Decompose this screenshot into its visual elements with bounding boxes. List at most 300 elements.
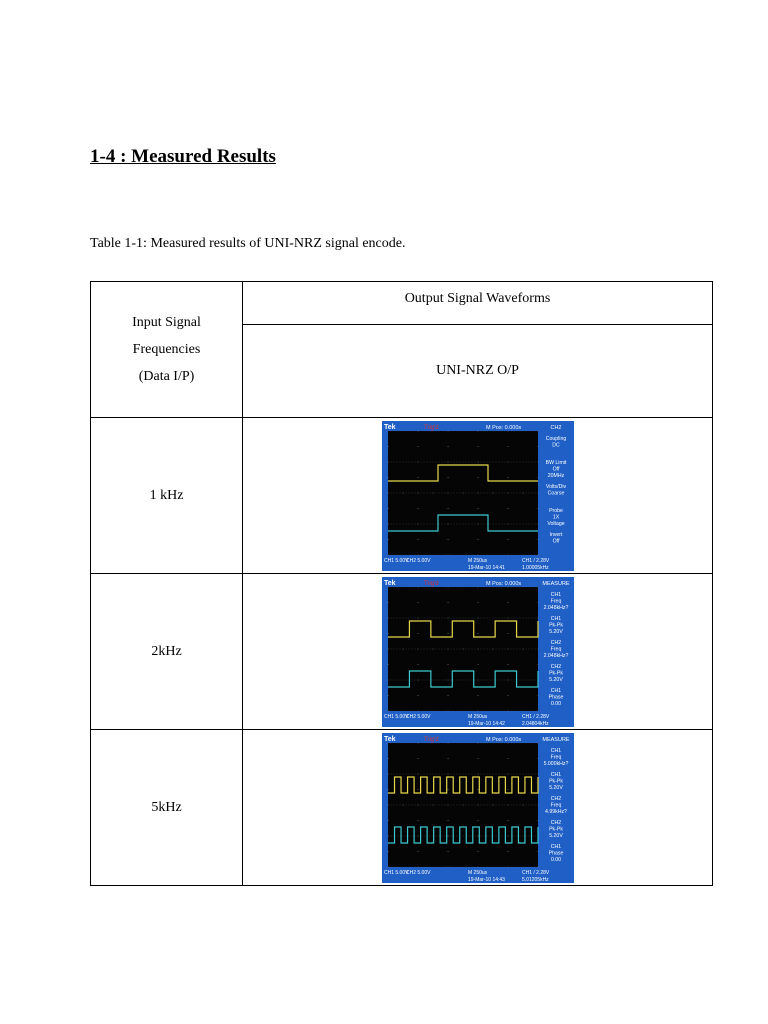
grid-dot: [387, 695, 388, 696]
grid-dot: [477, 461, 478, 462]
grid-dot: [486, 586, 487, 587]
grid-dot: [411, 804, 412, 805]
grid-dot: [516, 773, 517, 774]
grid-dot: [501, 461, 502, 462]
grid-dot: [390, 835, 391, 836]
grid-dot: [516, 804, 517, 805]
grid-dot: [474, 835, 475, 836]
grid-dot: [531, 679, 532, 680]
grid-dot: [531, 804, 532, 805]
grid-dot: [411, 617, 412, 618]
grid-dot: [459, 617, 460, 618]
grid-dot: [507, 648, 508, 649]
grid-dot: [474, 679, 475, 680]
grid-dot: [393, 554, 394, 555]
grid-dot: [498, 710, 499, 711]
grid-dot: [438, 773, 439, 774]
grid-dot: [405, 742, 406, 743]
grid-dot: [483, 866, 484, 867]
grid-dot: [411, 461, 412, 462]
grid-dot: [426, 586, 427, 587]
grid-dot: [417, 804, 418, 805]
grid-dot: [522, 586, 523, 587]
grid-dot: [510, 523, 511, 524]
grid-dot: [528, 710, 529, 711]
scope-trigger: Trig'd: [423, 736, 439, 743]
grid-dot: [525, 461, 526, 462]
output-header-cell: [243, 282, 713, 325]
grid-dot: [501, 554, 502, 555]
grid-dot: [402, 523, 403, 524]
grid-dot: [465, 804, 466, 805]
grid-dot: [453, 523, 454, 524]
grid-dot: [444, 430, 445, 431]
grid-dot: [483, 648, 484, 649]
grid-dot: [534, 679, 535, 680]
grid-dot: [447, 742, 448, 743]
grid-dot: [477, 804, 478, 805]
grid-dot: [477, 617, 478, 618]
grid-dot: [432, 586, 433, 587]
grid-dot: [387, 617, 388, 618]
grid-dot: [402, 773, 403, 774]
grid-dot: [489, 804, 490, 805]
scope-menu-title: MEASURE: [541, 736, 570, 743]
grid-dot: [513, 461, 514, 462]
grid-dot: [396, 523, 397, 524]
scope-menu-item: Phase: [548, 850, 563, 856]
grid-dot: [483, 461, 484, 462]
grid-dot: [417, 586, 418, 587]
grid-dot: [399, 710, 400, 711]
section-heading: 1-4 : Measured Results: [90, 146, 276, 167]
grid-dot: [477, 430, 478, 431]
grid-dot: [516, 430, 517, 431]
grid-dot: [468, 710, 469, 711]
scope-menu-item: Coupling: [545, 435, 566, 442]
grid-dot: [447, 446, 448, 447]
grid-dot: [447, 508, 448, 509]
grid-dot: [441, 430, 442, 431]
grid-dot: [447, 477, 448, 478]
scope-footer-text: CH2 5.00V: [405, 713, 430, 720]
grid-dot: [423, 866, 424, 867]
grid-dot: [495, 804, 496, 805]
grid-dot: [399, 866, 400, 867]
grid-dot: [477, 523, 478, 524]
grid-dot: [402, 742, 403, 743]
table-caption: Table 1-1: Measured results of UNI-NRZ signal encode.: [90, 236, 406, 251]
grid-dot: [471, 679, 472, 680]
grid-dot: [450, 742, 451, 743]
grid-dot: [396, 617, 397, 618]
grid-dot: [387, 804, 388, 805]
grid-dot: [480, 648, 481, 649]
grid-dot: [423, 679, 424, 680]
results-table: [90, 281, 713, 886]
grid-dot: [396, 648, 397, 649]
grid-dot: [495, 679, 496, 680]
grid-dot: [402, 835, 403, 836]
grid-dot: [495, 866, 496, 867]
grid-dot: [456, 648, 457, 649]
grid-dot: [489, 430, 490, 431]
grid-dot: [402, 710, 403, 711]
grid-dot: [390, 554, 391, 555]
grid-dot: [387, 679, 388, 680]
grid-dot: [501, 648, 502, 649]
grid-dot: [489, 679, 490, 680]
grid-dot: [450, 523, 451, 524]
grid-dot: [522, 648, 523, 649]
scope-menu-item: DC: [551, 442, 560, 448]
grid-dot: [489, 773, 490, 774]
grid-dot: [468, 461, 469, 462]
grid-dot: [408, 586, 409, 587]
grid-dot: [402, 648, 403, 649]
grid-dot: [456, 679, 457, 680]
grid-dot: [483, 804, 484, 805]
grid-dot: [450, 648, 451, 649]
scope-trigger: Trig'd: [423, 580, 439, 587]
grid-dot: [480, 461, 481, 462]
grid-dot: [489, 742, 490, 743]
grid-dot: [435, 554, 436, 555]
grid-dot: [462, 742, 463, 743]
grid-dot: [399, 648, 400, 649]
grid-dot: [423, 586, 424, 587]
grid-dot: [411, 866, 412, 867]
scope-menu-item: Pk-Pk: [548, 622, 563, 628]
grid-dot: [405, 492, 406, 493]
grid-dot: [516, 617, 517, 618]
scope-menu-item: Coarse: [547, 490, 564, 496]
grid-dot: [441, 492, 442, 493]
grid-dot: [396, 430, 397, 431]
grid-dot: [489, 866, 490, 867]
grid-dot: [429, 523, 430, 524]
grid-dot: [420, 523, 421, 524]
grid-dot: [513, 773, 514, 774]
grid-dot: [444, 648, 445, 649]
grid-dot: [417, 554, 418, 555]
grid-dot: [447, 602, 448, 603]
grid-dot: [447, 695, 448, 696]
grid-dot: [507, 679, 508, 680]
grid-dot: [534, 804, 535, 805]
grid-dot: [444, 492, 445, 493]
grid-dot: [447, 539, 448, 540]
grid-dot: [426, 804, 427, 805]
grid-dot: [537, 617, 538, 618]
grid-dot: [453, 461, 454, 462]
grid-dot: [396, 804, 397, 805]
grid-dot: [531, 866, 532, 867]
grid-dot: [534, 866, 535, 867]
grid-dot: [387, 742, 388, 743]
grid-dot: [420, 804, 421, 805]
grid-dot: [480, 773, 481, 774]
grid-dot: [435, 492, 436, 493]
grid-dot: [426, 523, 427, 524]
grid-dot: [441, 617, 442, 618]
grid-dot: [408, 804, 409, 805]
grid-dot: [507, 866, 508, 867]
grid-dot: [507, 461, 508, 462]
grid-dot: [390, 430, 391, 431]
grid-dot: [402, 554, 403, 555]
grid-dot: [453, 617, 454, 618]
grid-dot: [498, 773, 499, 774]
grid-dot: [435, 523, 436, 524]
scope-menu-item: Off: [552, 538, 559, 544]
grid-dot: [444, 461, 445, 462]
grid-dot: [486, 648, 487, 649]
frequency-cell: 5kHz: [91, 730, 243, 886]
grid-dot: [483, 773, 484, 774]
grid-dot: [474, 461, 475, 462]
oscilloscope-screenshot: [382, 733, 574, 883]
grid-dot: [453, 554, 454, 555]
scope-menu-item: CH2: [550, 639, 561, 646]
grid-dot: [396, 461, 397, 462]
grid-dot: [525, 804, 526, 805]
grid-dot: [477, 695, 478, 696]
grid-dot: [423, 617, 424, 618]
grid-dot: [510, 461, 511, 462]
grid-dot: [525, 742, 526, 743]
grid-dot: [423, 742, 424, 743]
grid-dot: [525, 617, 526, 618]
scope-pos: M Pos: 0.000s: [485, 580, 521, 587]
scope-menu-item: Freq: [550, 802, 561, 808]
grid-dot: [447, 461, 448, 462]
grid-dot: [510, 679, 511, 680]
grid-dot: [477, 648, 478, 649]
grid-dot: [447, 617, 448, 618]
frequency-cell: 2kHz: [91, 574, 243, 730]
grid-dot: [534, 523, 535, 524]
grid-dot: [492, 804, 493, 805]
grid-dot: [477, 758, 478, 759]
grid-dot: [411, 773, 412, 774]
grid-dot: [504, 804, 505, 805]
grid-dot: [417, 508, 418, 509]
grid-dot: [495, 710, 496, 711]
grid-dot: [438, 554, 439, 555]
scope-menu-title: CH2: [549, 424, 562, 431]
scope-trigger: Trig'd: [423, 424, 439, 431]
grid-dot: [432, 804, 433, 805]
grid-dot: [426, 710, 427, 711]
grid-dot: [516, 523, 517, 524]
scope-menu-item: CH2: [550, 663, 561, 670]
grid-dot: [414, 430, 415, 431]
grid-dot: [426, 773, 427, 774]
grid-dot: [537, 461, 538, 462]
grid-dot: [390, 679, 391, 680]
grid-dot: [537, 820, 538, 821]
scope-menu-item: 5.20V: [548, 832, 563, 839]
grid-dot: [510, 617, 511, 618]
grid-dot: [507, 446, 508, 447]
scope-pos: M Pos: 0.000s: [485, 424, 521, 431]
grid-dot: [477, 492, 478, 493]
grid-dot: [450, 554, 451, 555]
scope-pos: M Pos: 0.000s: [485, 736, 521, 743]
grid-dot: [468, 617, 469, 618]
grid-dot: [507, 695, 508, 696]
grid-dot: [510, 804, 511, 805]
grid-dot: [399, 804, 400, 805]
grid-dot: [396, 710, 397, 711]
grid-dot: [501, 617, 502, 618]
grid-dot: [528, 523, 529, 524]
waveform-cell: [243, 574, 713, 730]
grid-dot: [417, 617, 418, 618]
grid-dot: [390, 804, 391, 805]
grid-dot: [429, 554, 430, 555]
grid-dot: [492, 773, 493, 774]
grid-dot: [444, 742, 445, 743]
grid-dot: [522, 866, 523, 867]
grid-dot: [531, 617, 532, 618]
grid-dot: [477, 602, 478, 603]
grid-dot: [534, 742, 535, 743]
grid-dot: [537, 773, 538, 774]
grid-dot: [408, 742, 409, 743]
grid-dot: [435, 742, 436, 743]
grid-dot: [522, 430, 523, 431]
grid-dot: [408, 523, 409, 524]
grid-dot: [465, 554, 466, 555]
grid-dot: [480, 742, 481, 743]
grid-dot: [462, 773, 463, 774]
grid-dot: [480, 430, 481, 431]
grid-dot: [393, 866, 394, 867]
grid-dot: [396, 835, 397, 836]
grid-dot: [456, 866, 457, 867]
grid-dot: [471, 461, 472, 462]
grid-dot: [528, 492, 529, 493]
grid-dot: [528, 679, 529, 680]
grid-dot: [501, 804, 502, 805]
grid-dot: [507, 617, 508, 618]
grid-dot: [498, 430, 499, 431]
grid-dot: [429, 804, 430, 805]
grid-dot: [528, 742, 529, 743]
grid-dot: [531, 710, 532, 711]
scope-footer-text: CH1 / 2.28V: [521, 713, 549, 720]
grid-dot: [405, 773, 406, 774]
scope-menu-item: Volts/Div: [545, 483, 566, 490]
scope-footer-text: 1.00005kHz: [521, 564, 549, 571]
grid-dot: [477, 742, 478, 743]
table-row: [91, 574, 713, 730]
grid-dot: [477, 446, 478, 447]
grid-dot: [495, 461, 496, 462]
scope-menu-item: CH2: [550, 795, 561, 802]
grid-dot: [435, 679, 436, 680]
grid-dot: [447, 679, 448, 680]
grid-dot: [468, 773, 469, 774]
grid-dot: [513, 430, 514, 431]
grid-dot: [483, 554, 484, 555]
scope-footer-text: 19-Mar-10 14:43: [467, 876, 505, 883]
grid-dot: [507, 758, 508, 759]
scope-footer-text: M 250us: [467, 713, 487, 720]
grid-dot: [393, 430, 394, 431]
grid-dot: [483, 430, 484, 431]
grid-dot: [504, 773, 505, 774]
grid-dot: [507, 492, 508, 493]
grid-dot: [477, 773, 478, 774]
grid-dot: [474, 492, 475, 493]
grid-dot: [387, 664, 388, 665]
grid-dot: [531, 461, 532, 462]
grid-dot: [474, 648, 475, 649]
grid-dot: [480, 586, 481, 587]
grid-dot: [465, 866, 466, 867]
grid-dot: [390, 742, 391, 743]
grid-dot: [435, 835, 436, 836]
grid-dot: [432, 492, 433, 493]
grid-dot: [507, 664, 508, 665]
grid-dot: [495, 523, 496, 524]
grid-dot: [486, 804, 487, 805]
grid-dot: [531, 492, 532, 493]
grid-dot: [492, 461, 493, 462]
grid-dot: [522, 617, 523, 618]
grid-dot: [477, 477, 478, 478]
grid-dot: [480, 835, 481, 836]
grid-dot: [447, 866, 448, 867]
scope-menu-item: 1X: [552, 514, 559, 520]
grid-dot: [528, 617, 529, 618]
grid-dot: [537, 648, 538, 649]
grid-dot: [390, 523, 391, 524]
grid-dot: [468, 804, 469, 805]
grid-dot: [471, 492, 472, 493]
grid-dot: [423, 804, 424, 805]
grid-dot: [528, 461, 529, 462]
grid-dot: [534, 773, 535, 774]
grid-dot: [492, 866, 493, 867]
grid-dot: [525, 492, 526, 493]
grid-dot: [414, 773, 415, 774]
grid-dot: [441, 866, 442, 867]
grid-dot: [414, 648, 415, 649]
grid-dot: [516, 866, 517, 867]
grid-dot: [528, 866, 529, 867]
grid-dot: [417, 710, 418, 711]
grid-dot: [504, 492, 505, 493]
grid-dot: [408, 617, 409, 618]
grid-dot: [504, 554, 505, 555]
grid-dot: [480, 523, 481, 524]
grid-dot: [393, 710, 394, 711]
grid-dot: [483, 710, 484, 711]
grid-dot: [429, 492, 430, 493]
grid-dot: [426, 492, 427, 493]
grid-dot: [522, 679, 523, 680]
grid-dot: [387, 648, 388, 649]
input-header-line-2: Frequencies: [132, 342, 201, 357]
grid-dot: [435, 461, 436, 462]
grid-dot: [504, 430, 505, 431]
grid-dot: [507, 820, 508, 821]
grid-dot: [462, 430, 463, 431]
